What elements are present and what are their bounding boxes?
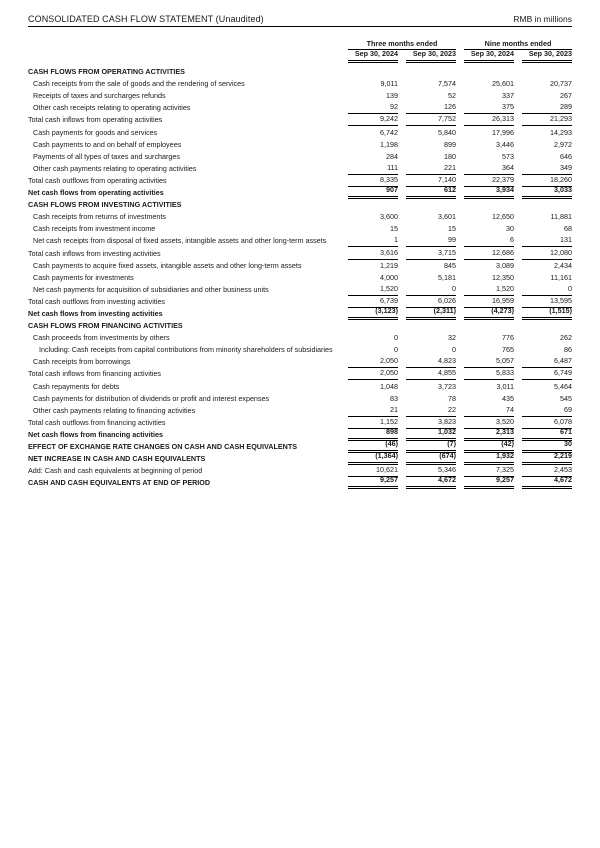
row-label: Other cash payments relating to financing activities — [33, 405, 196, 415]
row-label: Total cash inflows from investing activities — [28, 248, 161, 258]
row-value: 221 — [406, 163, 456, 175]
row-label: Including: Cash receipts from capital contributions from minority shareholders of subsidiaries — [39, 345, 333, 355]
table-row — [28, 441, 572, 453]
row-value: 435 — [502, 393, 514, 403]
currency-unit-note: RMB in millions — [513, 14, 572, 24]
row-value: 14,293 — [550, 127, 572, 137]
table-row — [28, 344, 572, 356]
row-value: 6,749 — [522, 368, 572, 380]
row-value: 1,520 — [348, 284, 398, 296]
row-value: 3,823 — [406, 417, 456, 429]
row-value: 5,840 — [438, 127, 456, 137]
table-row — [28, 284, 572, 296]
row-value: 2,313 — [464, 429, 514, 441]
table-row — [28, 139, 572, 151]
row-value — [406, 199, 456, 211]
row-value: 11,161 — [550, 272, 572, 282]
table-row — [28, 199, 572, 211]
row-value: 6 — [464, 235, 514, 247]
row-value: 68 — [564, 224, 572, 234]
row-value: 0 — [394, 333, 398, 343]
row-value: 78 — [448, 393, 456, 403]
row-value: 7,325 — [464, 465, 514, 477]
group-header-spacer — [28, 39, 340, 50]
row-value: 3,033 — [522, 187, 572, 199]
row-value: 5,464 — [554, 381, 572, 391]
row-value: (2,311) — [406, 308, 456, 320]
table-row — [28, 235, 572, 247]
row-value: (1,364) — [348, 453, 398, 465]
row-value: 21,293 — [522, 114, 572, 126]
row-value: 545 — [560, 393, 572, 403]
table-row — [28, 102, 572, 114]
row-value: 765 — [502, 345, 514, 355]
row-value: 21 — [348, 405, 398, 417]
row-value: 9,011 — [380, 79, 398, 89]
row-value: 3,601 — [438, 212, 456, 222]
row-value: 12,686 — [464, 247, 514, 259]
row-value: 7,140 — [406, 175, 456, 187]
table-row — [28, 223, 572, 235]
page-title: CONSOLIDATED CASH FLOW STATEMENT (Unaudited) — [28, 14, 264, 24]
row-label: Cash receipts from borrowings — [33, 357, 131, 367]
row-value: 111 — [348, 163, 398, 175]
column-header-date: Sep 30, 2023 — [406, 50, 456, 63]
row-value: 180 — [444, 151, 456, 161]
row-value: 262 — [560, 333, 572, 343]
row-label: Net cash flows from investing activities — [28, 308, 163, 318]
row-value: 1,048 — [380, 381, 398, 391]
row-label: Total cash inflows from financing activities — [28, 369, 162, 379]
table-row — [28, 356, 572, 368]
row-label: Total cash outflows from financing activities — [28, 417, 166, 427]
row-value — [406, 320, 456, 332]
table-row — [28, 78, 572, 90]
table-row — [28, 426, 572, 441]
row-label: NET INCREASE IN CASH AND CASH EQUIVALENTS — [28, 454, 206, 464]
row-value: 126 — [406, 102, 456, 114]
row-value: 30 — [506, 224, 514, 234]
row-value: 375 — [464, 102, 514, 114]
row-value: 1,219 — [380, 260, 398, 270]
row-value: 612 — [406, 187, 456, 199]
column-date-header-row — [28, 50, 572, 63]
row-label: CASH FLOWS FROM INVESTING ACTIVITIES — [28, 200, 182, 210]
table-row — [28, 66, 572, 78]
row-value: 6,078 — [522, 417, 572, 429]
row-label: Cash repayments for debts — [33, 381, 120, 391]
row-value: (3,123) — [348, 308, 398, 320]
row-value — [522, 66, 572, 78]
table-row — [28, 247, 572, 259]
row-value: 2,972 — [554, 139, 572, 149]
column-header-date: Sep 30, 2024 — [348, 50, 398, 63]
column-group-nine-months: Nine months ended — [464, 39, 572, 50]
row-label: Total cash inflows from operating activities — [28, 115, 163, 125]
cash-flow-table — [28, 39, 572, 489]
row-value: 99 — [406, 235, 456, 247]
table-rows — [28, 66, 572, 489]
row-label: EFFECT OF EXCHANGE RATE CHANGES ON CASH AND CASH EQUIVALENTS — [28, 442, 298, 451]
row-value: 898 — [348, 429, 398, 441]
column-group-three-months: Three months ended — [348, 39, 456, 50]
row-value: 26,313 — [464, 114, 514, 126]
row-value: 16,959 — [464, 296, 514, 308]
row-label: Cash payments for distribution of dividends or profit and interest expenses — [33, 393, 270, 403]
column-header-date: Sep 30, 2023 — [522, 50, 572, 63]
row-value: 5,346 — [406, 465, 456, 477]
row-value: 30 — [522, 441, 572, 453]
row-value: 32 — [448, 333, 456, 343]
row-label: Cash receipts from investment income — [33, 224, 156, 234]
row-value: 0 — [406, 284, 456, 296]
row-label: Net cash flows from operating activities — [28, 188, 164, 198]
row-value: 364 — [464, 163, 514, 175]
row-value: 776 — [502, 333, 514, 343]
row-label: Cash payments for investments — [33, 272, 134, 282]
row-value: 74 — [464, 405, 514, 417]
row-value: 5,833 — [464, 368, 514, 380]
row-value: 15 — [448, 224, 456, 234]
table-row — [28, 211, 572, 223]
table-row — [28, 380, 572, 392]
row-value: 337 — [502, 91, 514, 101]
row-value: 22 — [406, 405, 456, 417]
row-value: 12,650 — [492, 212, 514, 222]
row-value: 1 — [348, 235, 398, 247]
row-value: 899 — [444, 139, 456, 149]
row-value: 69 — [522, 405, 572, 417]
row-value: (4,273) — [464, 308, 514, 320]
row-value: 17,996 — [492, 127, 514, 137]
row-value: 6,487 — [522, 356, 572, 368]
row-value: (674) — [406, 453, 456, 465]
document-header — [28, 14, 572, 27]
row-label: Cash receipts from returns of investments — [33, 212, 167, 222]
table-row — [28, 260, 572, 272]
row-value: 10,621 — [348, 465, 398, 477]
row-value: 4,823 — [406, 356, 456, 368]
table-row — [28, 151, 572, 163]
row-value: 5,057 — [464, 356, 514, 368]
row-label: Net cash payments for acquisition of subsidiaries and other business units — [33, 284, 269, 294]
row-value: 1,198 — [380, 139, 398, 149]
row-value: 86 — [564, 345, 572, 355]
row-value: 3,446 — [496, 139, 514, 149]
row-value: 1,932 — [464, 453, 514, 465]
table-row — [28, 114, 572, 126]
row-value: 9,257 — [348, 477, 398, 489]
row-value — [348, 320, 398, 332]
row-value: 139 — [386, 91, 398, 101]
row-value: 15 — [390, 224, 398, 234]
table-row — [28, 332, 572, 344]
row-label: Net cash receipts from disposal of fixed assets, intangible assets and other long-term assets — [33, 236, 327, 246]
table-row — [28, 405, 572, 417]
row-value: 2,050 — [348, 368, 398, 380]
row-label: Receipts of taxes and surcharges refunds — [33, 91, 166, 101]
row-value: 1,520 — [464, 284, 514, 296]
row-value: 7,752 — [406, 114, 456, 126]
row-value — [522, 199, 572, 211]
row-value: 1,152 — [348, 417, 398, 429]
row-value: 8,335 — [348, 175, 398, 187]
row-value: 0 — [522, 284, 572, 296]
row-value: 2,050 — [348, 356, 398, 368]
row-value: 646 — [560, 151, 572, 161]
row-label: Other cash payments relating to operating activities — [33, 163, 197, 173]
row-value: 907 — [348, 187, 398, 199]
row-value: 11,881 — [550, 212, 572, 222]
row-value: 52 — [448, 91, 456, 101]
row-value: 3,934 — [464, 187, 514, 199]
row-label: Add: Cash and cash equivalents at beginning of period — [28, 466, 203, 476]
row-value: 4,672 — [406, 477, 456, 489]
row-value: 4,855 — [406, 368, 456, 380]
row-value: (46) — [348, 441, 398, 453]
row-value — [348, 199, 398, 211]
table-row — [28, 368, 572, 380]
row-value: 284 — [386, 151, 398, 161]
table-row — [28, 465, 572, 477]
row-value — [406, 66, 456, 78]
table-row — [28, 417, 572, 429]
row-value — [464, 66, 514, 78]
row-value: 3,715 — [406, 247, 456, 259]
row-value: 5,181 — [438, 272, 456, 282]
row-value: 7,574 — [438, 79, 456, 89]
row-value: 289 — [522, 102, 572, 114]
row-label: CASH FLOWS FROM OPERATING ACTIVITIES — [28, 67, 185, 77]
row-value: 9,257 — [464, 477, 514, 489]
row-value: 6,739 — [348, 296, 398, 308]
row-value — [464, 199, 514, 211]
row-value — [522, 320, 572, 332]
row-value: 3,616 — [348, 247, 398, 259]
table-row — [28, 187, 572, 199]
row-value: 92 — [348, 102, 398, 114]
row-value: 0 — [394, 345, 398, 355]
table-row — [28, 477, 572, 489]
row-label: Cash receipts from the sale of goods and the rendering of services — [33, 79, 245, 89]
row-label: CASH AND CASH EQUIVALENTS AT END OF PERIOD — [28, 478, 211, 488]
row-value: 13,595 — [522, 296, 572, 308]
row-value: 6,026 — [406, 296, 456, 308]
row-label: CASH FLOWS FROM FINANCING ACTIVITIES — [28, 321, 183, 331]
row-value: 3,600 — [380, 212, 398, 222]
row-value: 0 — [452, 345, 456, 355]
row-value: 3,011 — [496, 381, 514, 391]
table-row — [28, 163, 572, 175]
row-value: 4,000 — [380, 272, 398, 282]
row-value: 6,742 — [380, 127, 398, 137]
table-row — [28, 175, 572, 187]
row-value: 845 — [444, 260, 456, 270]
row-value: 22,379 — [464, 175, 514, 187]
row-label: Cash payments to acquire fixed assets, intangible assets and other long-term assets — [33, 260, 302, 270]
row-value: 18,260 — [522, 175, 572, 187]
row-value: 25,601 — [492, 79, 514, 89]
row-value: 267 — [560, 91, 572, 101]
row-label: Net cash flows from financing activities — [28, 429, 163, 439]
row-value: 12,350 — [492, 272, 514, 282]
table-row — [28, 305, 572, 320]
table-row — [28, 90, 572, 102]
column-header-date: Sep 30, 2024 — [464, 50, 514, 63]
table-row — [28, 393, 572, 405]
row-value: (7) — [406, 441, 456, 453]
row-label: Payments of all types of taxes and surcharges — [33, 151, 181, 161]
row-value: 131 — [522, 235, 572, 247]
table-row — [28, 126, 572, 138]
row-value: (42) — [464, 441, 514, 453]
row-value: 83 — [390, 393, 398, 403]
row-value: 1,032 — [406, 429, 456, 441]
row-value: 20,737 — [550, 79, 572, 89]
row-label: Cash payments to and on behalf of employees — [33, 139, 182, 149]
row-value: 12,080 — [522, 247, 572, 259]
row-label: Cash proceeds from investments by others — [33, 333, 170, 343]
table-row — [28, 453, 572, 465]
row-value: 2,453 — [522, 465, 572, 477]
row-value: 2,219 — [522, 453, 572, 465]
row-label: Total cash outflows from investing activities — [28, 296, 166, 306]
row-label: Total cash outflows from operating activities — [28, 175, 167, 185]
row-value: 3,089 — [496, 260, 514, 270]
row-label: Cash payments for goods and services — [33, 127, 158, 137]
row-value: 3,723 — [438, 381, 456, 391]
row-value: 349 — [522, 163, 572, 175]
row-value: (1,515) — [522, 308, 572, 320]
row-value: 573 — [502, 151, 514, 161]
row-value: 3,520 — [464, 417, 514, 429]
row-value: 9,242 — [348, 114, 398, 126]
row-value: 671 — [522, 429, 572, 441]
row-value — [464, 320, 514, 332]
row-value — [348, 66, 398, 78]
row-label: Other cash receipts relating to operating activities — [33, 103, 191, 113]
row-value: 4,672 — [522, 477, 572, 489]
date-header-spacer — [28, 50, 340, 63]
table-row — [28, 320, 572, 332]
table-row — [28, 272, 572, 284]
row-value: 2,434 — [554, 260, 572, 270]
